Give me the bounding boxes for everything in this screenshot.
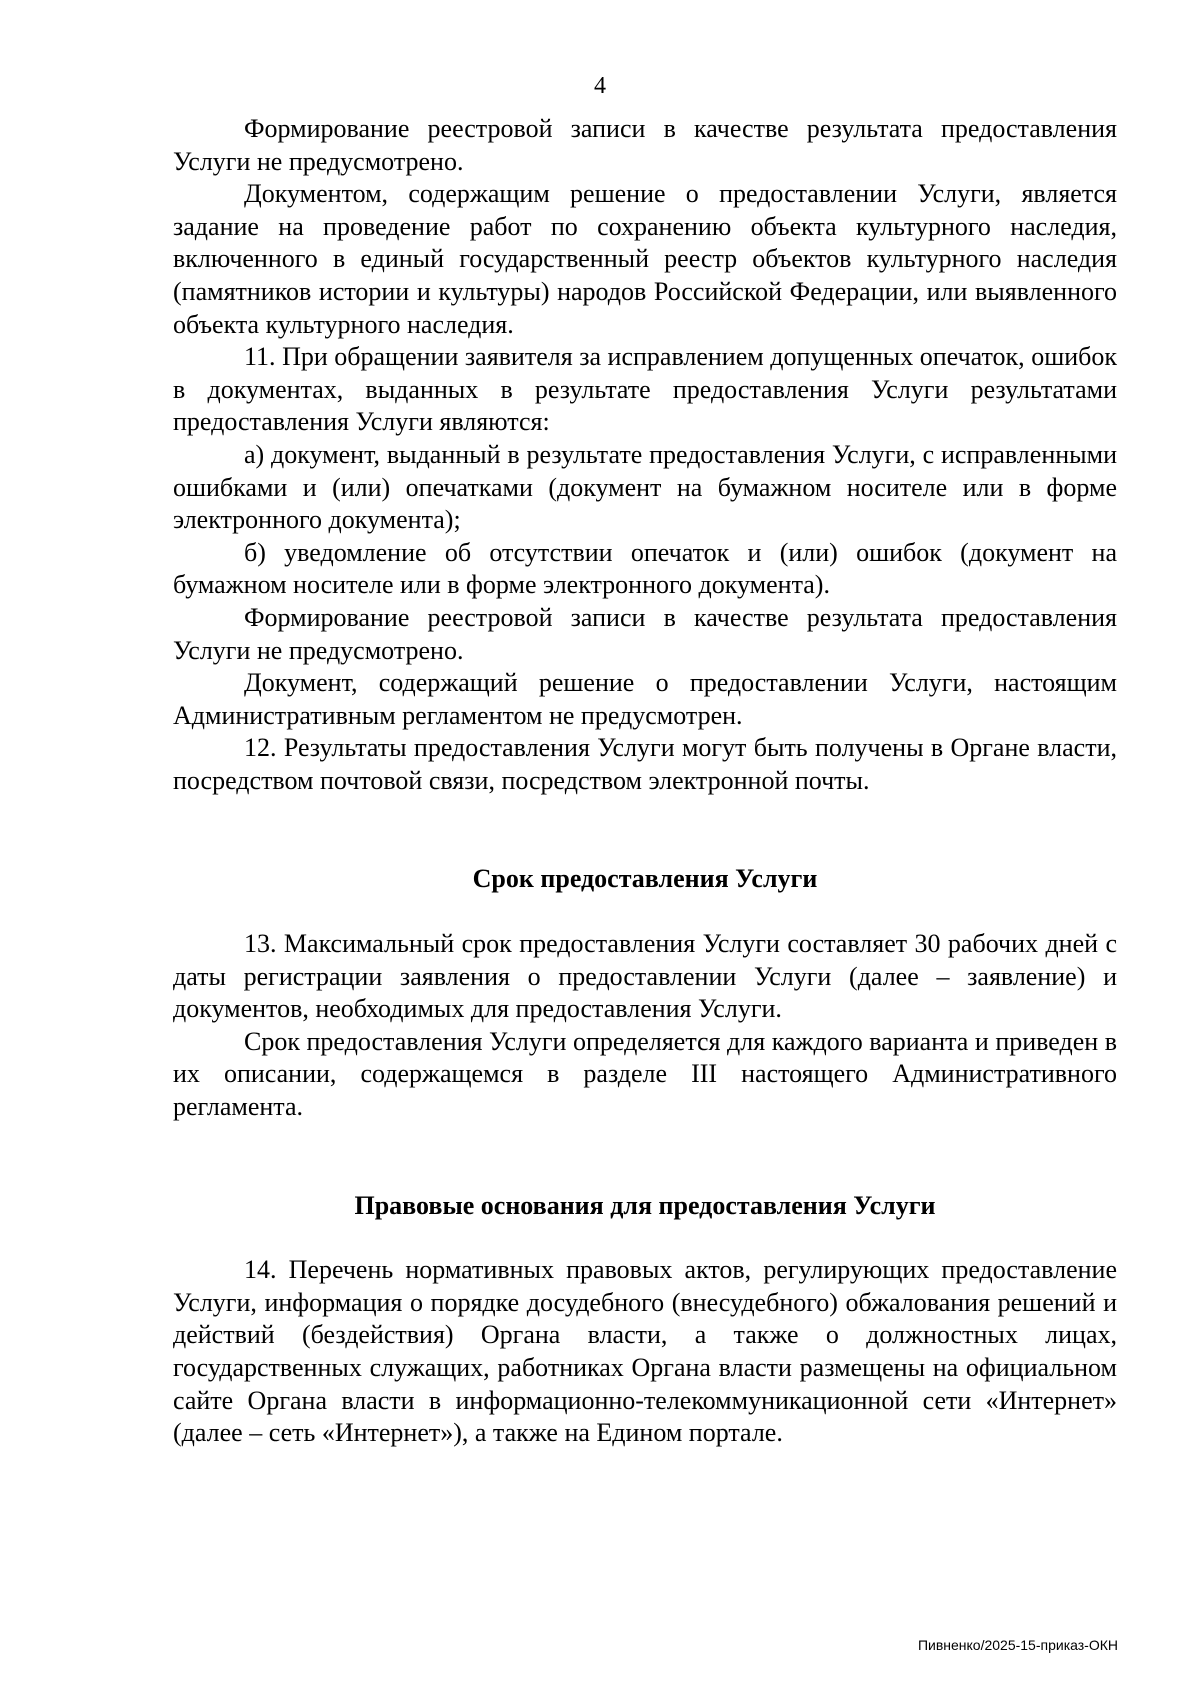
- spacer: [173, 1222, 1117, 1254]
- paragraph: 12. Результаты предоставления Услуги могут быть получены в Органе власти, посредством почтовой связи, посредством электронной почты.: [173, 733, 1117, 795]
- paragraph: Документ, содержащий решение о предоставлении Услуги, настоящим Административным регламентом не предусмотрен.: [173, 668, 1117, 730]
- paragraph: Документом, содержащим решение о предоставлении Услуги, является задание на проведение работ по сохранению объекта культурного наследия, включенного в единый государственный реестр объектов культурного наследия (памятников истории и культуры) народов Российской Федерации, или выявленного объекта культурного наследия.: [173, 179, 1117, 339]
- spacer: [173, 797, 1117, 863]
- paragraph: 11. При обращении заявителя за исправлением допущенных опечаток, ошибок в документах, выданных в результате предоставления Услуги результатами предоставления Услуги являются:: [173, 342, 1117, 437]
- section-heading-term: Срок предоставления Услуги: [472, 864, 818, 894]
- page-number: 4: [594, 73, 606, 99]
- paragraph: Формирование реестровой записи в качестве результата предоставления Услуги не предусмотрено.: [173, 602, 1117, 665]
- paragraph: 13. Максимальный срок предоставления Услуги составляет 30 рабочих дней с даты регистрации заявления о предоставлении Услуги (далее – заявление) и документов, необходимых для предоставления Услуги.: [173, 929, 1117, 1024]
- paragraph: а) документ, выданный в результате предоставления Услуги, с исправленными ошибками и (или) опечатками (документ на бумажном носителе или в форме электронного документа);: [173, 439, 1117, 535]
- spacer: [173, 896, 1117, 928]
- paragraph: б) уведомление об отсутствии опечаток и (или) ошибок (документ на бумажном носителе или в форме электронного документа).: [173, 537, 1117, 600]
- paragraph: Формирование реестровой записи в качестве результата предоставления Услуги не предусмотрено.: [173, 114, 1117, 176]
- spacer: [173, 1124, 1117, 1190]
- paragraph: 14. Перечень нормативных правовых актов, регулирующих предоставление Услуги, информация о порядке досудебного (внесудебного) обжалования решений и действий (бездействия) Органа власти, а также о должностных лицах, государственных служащих, работниках Органа власти размещены на официальном сайте Органа власти в информационно-телекоммуникационной сети «Интернет» (далее – сеть «Интернет»), а также на Едином портале.: [173, 1255, 1117, 1448]
- paragraph: Срок предоставления Услуги определяется для каждого варианта и приведен в их описании, содержащемся в разделе III настоящего Административного регламента.: [173, 1026, 1117, 1122]
- footer-document-code: Пивненко/2025-15-приказ-ОКН: [917, 1637, 1118, 1653]
- section-heading-legal: Правовые основания для предоставления Услуги: [354, 1190, 936, 1220]
- document-body: [173, 113, 1117, 1450]
